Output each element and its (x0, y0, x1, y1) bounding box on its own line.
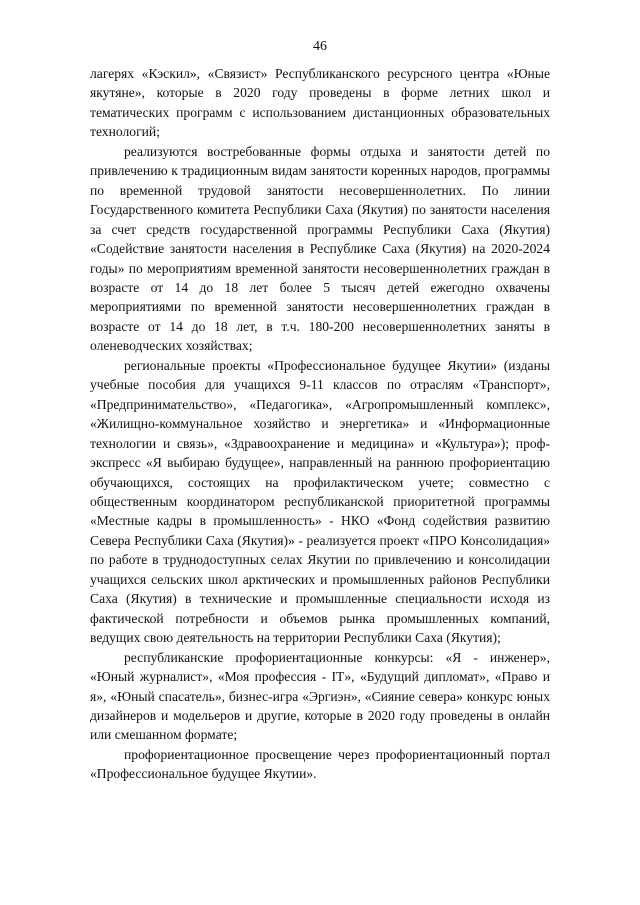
page-number: 46 (313, 39, 327, 54)
paragraph-career-portal: профориентационное просвещение через профориентационный портал «Профессиональное будущее Якутии». (90, 746, 550, 782)
paragraph-continuation: лагерях «Кэскил», «Связист» Республиканского ресурсного центра «Юные якутяне», которые в 2020 году проведены в форме летних школ и тематических программ с использованием дистанционных образовательных технологий; (90, 66, 550, 140)
document-body (90, 64, 550, 784)
paragraph-regional-projects: региональные проекты «Профессиональное будущее Якутии» (изданы учебные пособия для учащихся 9-11 классов по отраслям «Транспорт», «Предпринимательство», «Педагогика», «Агропромышленный комплекс», «Жилищно-коммунальное хозяйство и энергетика» и «Информационные технологии и связь», «Здравоохранение и медицина» и «Культура»); проф-экспресс «Я выбираю будущее», направленный на раннюю профориентацию обучающихся, состоящих на профилактическом учете; совместно с общественным координатором республиканской приоритетной программы «Местные кадры в промышленность» - НКО «Фонд содействия развитию Севера Республики Саха (Якутия)» - реализуется проект «ПРО Консолидация» по работе в труднодоступных селах Якутии по привлечению и консолидации учащихся сельских школ арктических и промышленных районов Республики Саха (Якутия) в технические и промышленные специальности исходя из фактической потребности и объемов рынка промышленных компаний, ведущих свою деятельность на территории Республики Саха (Якутия); (90, 357, 550, 646)
paragraph-leisure-employment: реализуются востребованные формы отдыха и занятости детей по привлечению к традиционным видам занятости коренных народов, программы по временной трудовой занятости несовершеннолетних. По линии Государственного комитета Республики Саха (Якутия) по занятости населения за счет средств государственной программы Республики Саха (Якутия) «Содействие занятости населения в Республике Саха (Якутия) на 2020-2024 годы» по мероприятиям временной занятости несовершеннолетних граждан в возрасте от 14 до 18 лет более 5 тысяч детей ежегодно охвачены мероприятиями по временной занятости несовершеннолетних граждан в возрасте от 14 до 18 лет, в т.ч. 180-200 несовершеннолетних заняты в оленеводческих хозяйствах; (90, 143, 550, 354)
paragraph-career-contests: республиканские профориентационные конкурсы: «Я - инженер», «Юный журналист», «Моя профессия - IT», «Будущий дипломат», «Право и я», «Юный спасатель», бизнес-игра «Эргиэн», «Сияние севера» конкурс юных дизайнеров и модельеров и другие, которые в 2020 году проведены в онлайн или смешанном формате; (90, 649, 550, 743)
